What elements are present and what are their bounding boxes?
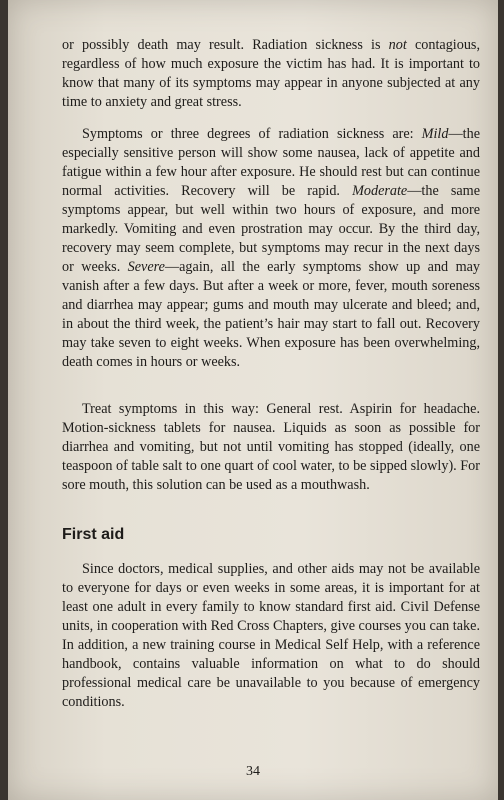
section-heading: First aid xyxy=(62,526,125,543)
paragraph-treatment xyxy=(62,400,480,495)
text-run: contagious, regardless of how much exposure the victim has had. It is important to know that many of its symptoms may appear in anyone subjected at any time to anxiety and great stress. xyxy=(62,37,481,110)
paragraph-text xyxy=(62,36,480,112)
paragraph-text xyxy=(62,400,480,495)
page-number: 34 xyxy=(246,764,260,779)
paragraph-contagion xyxy=(62,36,480,112)
italic-term: Moderate xyxy=(352,183,408,199)
text-run: Since doctors, medical supplies, and other aids may not be available to everyone for days or even weeks in some areas, it is important for at least one adult in every family to know standard first aid. Civil Defense units, in cooperation with Red Cross Chapters, give courses you can take. In addition, a new training course in Medical Self Help, with a reference handbook, contains valuable information on what to do should professional medical care be unavailable to you because of emergency conditions. xyxy=(62,561,480,710)
italic-term: Mild xyxy=(421,126,449,142)
text-run: —again, all the early symptoms show up and may vanish after a few days. But after a week or more, fever, mouth soreness and diarrhea may appear; gums and mouth may ulcerate and bleed; and, in about the third week, the patient’s hair may start to fall out. Recovery may take seven to eight weeks. When exposure has been overwhelming, death comes in hours or weeks. xyxy=(62,259,480,370)
paragraph-first-aid xyxy=(62,560,480,712)
italic-term: not xyxy=(388,37,407,53)
italic-term: Severe xyxy=(127,259,165,275)
text-run: Symptoms or three degrees of radiation sickness are: xyxy=(82,126,422,142)
paragraph-text xyxy=(62,560,480,712)
text-run: or possibly death may result. Radiation sickness is xyxy=(62,37,389,53)
book-page xyxy=(8,0,498,800)
text-run: Treat symptoms in this way: General rest. Aspirin for headache. Motion-sickness tablets for nausea. Liquids as soon as possible for diarrhea and vomiting, but not until vomiting has stopped (ideally, one teaspoon of table salt to one quart of cool water, to be sipped slowly). For sore mouth, this solution can be used as a mouthwash. xyxy=(62,401,480,493)
text-run: —the same symptoms appear, but well within two hours of exposure, and more markedly. Vomiting and even prostration may occur. By the third day, recovery may seem complete, but symptoms may recur in the next days or weeks. xyxy=(62,183,481,275)
text-run: —the especially sensitive person will show some nausea, lack of appetite and fatigue within a few hour after exposure. He should rest but can continue normal activities. Recovery will be rapid. xyxy=(62,126,480,199)
paragraph-symptoms xyxy=(62,125,480,372)
paragraph-text xyxy=(62,125,480,372)
